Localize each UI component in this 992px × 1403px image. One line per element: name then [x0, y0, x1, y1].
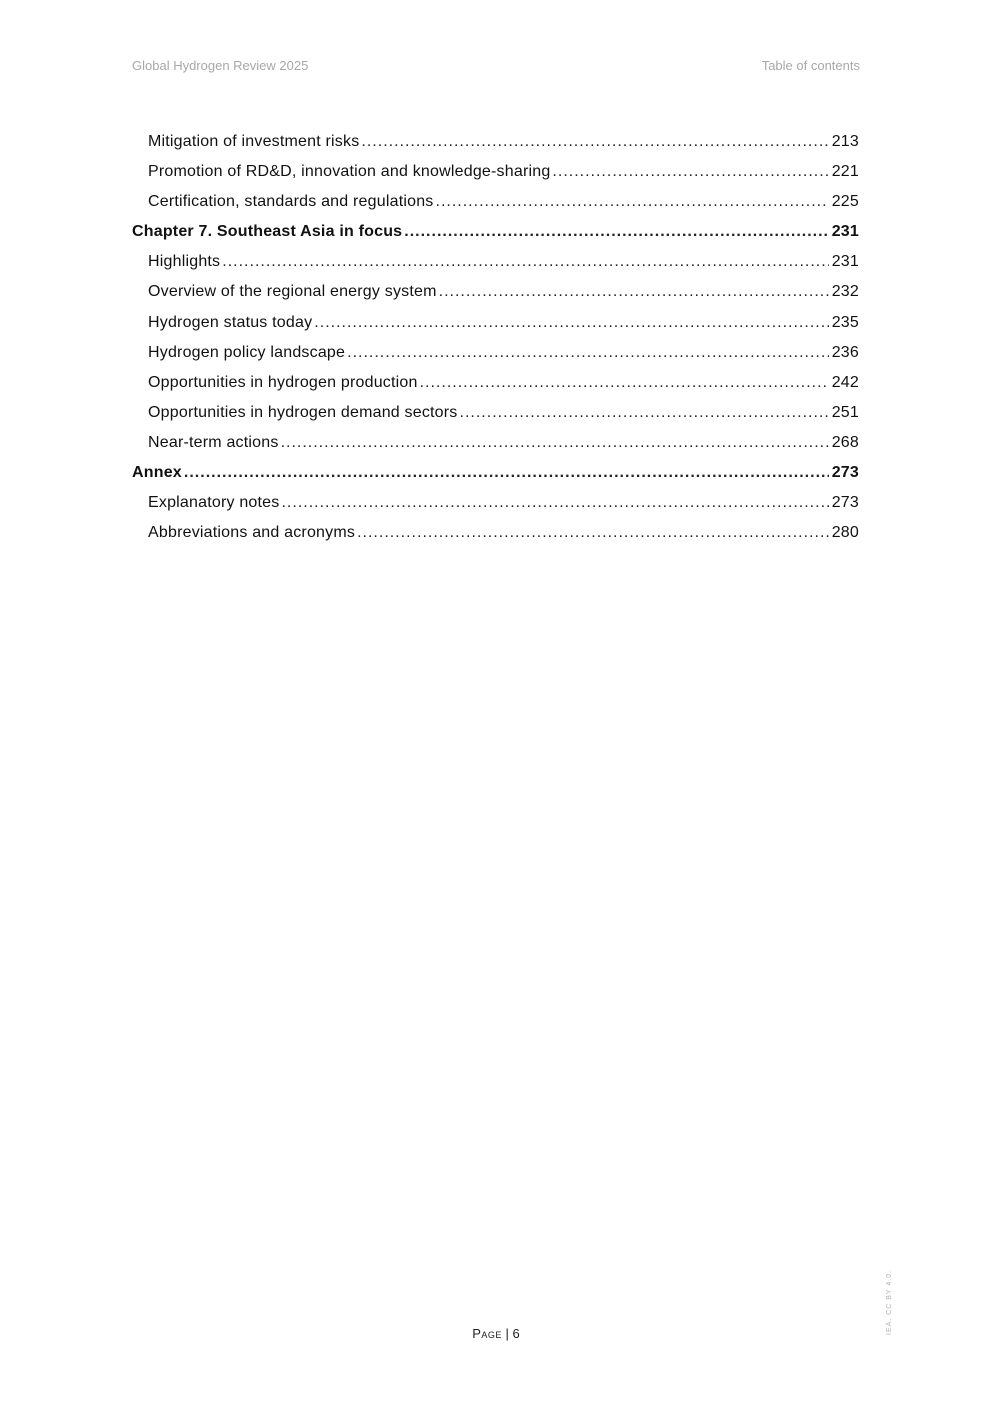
page-separator: | — [505, 1326, 509, 1341]
toc-entry-page: 232 — [831, 283, 859, 301]
toc-entry-title: Near-term actions — [148, 433, 279, 451]
section-title: Table of contents — [761, 58, 860, 73]
toc-entry-page: 213 — [831, 133, 859, 150]
toc-entry-page: 225 — [831, 193, 859, 211]
toc-entry-page: 221 — [831, 163, 859, 181]
toc-dot-leader — [436, 190, 829, 214]
toc-entry[interactable] — [132, 250, 859, 280]
toc-entry[interactable] — [132, 220, 859, 250]
toc-entry[interactable] — [132, 461, 859, 491]
toc-dot-leader — [281, 431, 829, 455]
toc-entry[interactable] — [132, 341, 859, 371]
toc-entry-title: Promotion of RD&D, innovation and knowledge-sharing — [148, 163, 551, 181]
toc-entry-page: 273 — [831, 464, 859, 482]
toc-entry-page: 273 — [831, 494, 859, 512]
toc-entry-title: Opportunities in hydrogen production — [148, 373, 418, 391]
toc-entry-page: 231 — [831, 253, 859, 271]
page-number: 6 — [512, 1326, 520, 1341]
document-title: Global Hydrogen Review 2025 — [132, 58, 309, 73]
toc-entry[interactable] — [132, 431, 859, 461]
toc-entry-page: 235 — [831, 313, 859, 331]
toc-entry-page: 268 — [831, 433, 859, 451]
license-note: IEA. CC BY 4.0. — [886, 1269, 893, 1335]
toc-dot-leader — [281, 491, 828, 515]
toc-entry[interactable] — [132, 491, 859, 521]
toc-entry[interactable] — [132, 371, 859, 401]
toc-dot-leader — [222, 250, 828, 274]
table-of-contents — [132, 130, 859, 551]
toc-entry-page: 251 — [831, 403, 859, 421]
toc-entry-page: 242 — [831, 373, 859, 391]
toc-dot-leader — [404, 220, 828, 244]
toc-dot-leader — [314, 311, 828, 335]
toc-entry-title: Highlights — [148, 253, 221, 271]
toc-entry[interactable] — [132, 521, 859, 551]
toc-entry-title: Annex — [132, 464, 182, 482]
page-footer — [0, 1326, 992, 1341]
toc-entry-title: Overview of the regional energy system — [148, 283, 437, 301]
toc-dot-leader — [420, 371, 829, 395]
toc-entry[interactable] — [132, 190, 859, 220]
toc-dot-leader — [361, 130, 828, 154]
toc-entry[interactable] — [132, 401, 859, 431]
toc-entry-title: Certification, standards and regulations — [148, 193, 434, 211]
toc-dot-leader — [439, 280, 829, 304]
toc-entry-title: Mitigation of investment risks — [148, 133, 360, 150]
toc-dot-leader — [552, 160, 828, 184]
toc-entry-page: 280 — [831, 524, 859, 542]
page-label: Page — [472, 1326, 502, 1341]
toc-entry[interactable] — [132, 280, 859, 310]
toc-entry[interactable] — [132, 160, 859, 190]
toc-entry-page: 231 — [831, 223, 859, 241]
toc-entry-title: Abbreviations and acronyms — [148, 524, 356, 542]
toc-entry-title: Hydrogen status today — [148, 313, 313, 331]
toc-entry-title: Chapter 7. Southeast Asia in focus — [132, 223, 403, 241]
toc-dot-leader — [184, 461, 829, 485]
toc-entry-title: Hydrogen policy landscape — [148, 343, 346, 361]
toc-entry-title: Opportunities in hydrogen demand sectors — [148, 403, 458, 421]
toc-entry-page: 236 — [831, 343, 859, 361]
toc-entry[interactable] — [132, 311, 859, 341]
toc-entry[interactable] — [132, 130, 859, 160]
toc-dot-leader — [347, 341, 829, 365]
toc-entry-title: Explanatory notes — [148, 494, 280, 512]
toc-dot-leader — [460, 401, 829, 425]
toc-dot-leader — [357, 521, 829, 545]
